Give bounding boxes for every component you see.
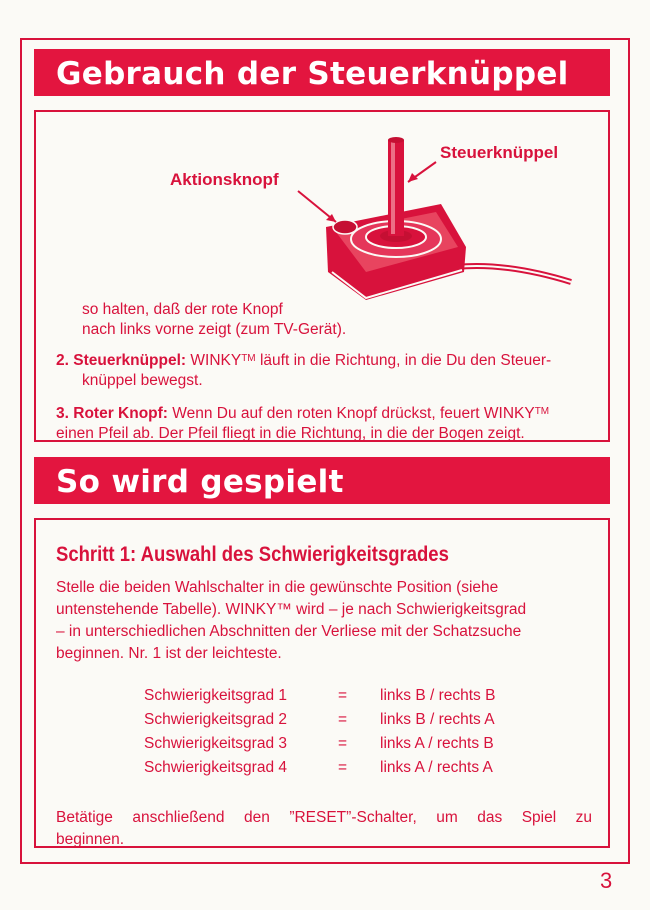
level-setting: links A / rechts A xyxy=(380,759,493,776)
list-item-continuation: einen Pfeil ab. Der Pfeil fliegt in die Richtung, in die der Bogen zeigt. xyxy=(56,425,525,442)
table-row xyxy=(144,756,495,780)
level-equals: = xyxy=(338,687,348,704)
section-title: So wird gespielt xyxy=(56,464,344,500)
table-row xyxy=(144,708,495,732)
level-name: Schwierigkeitsgrad 2 xyxy=(144,711,288,728)
item-text-b: läuft in die Richtung, in die Du den Steuer- xyxy=(255,352,552,369)
joystick-stick xyxy=(388,140,404,236)
action-button xyxy=(333,220,357,234)
step-paragraph-line: Stelle die beiden Wahlschalter in die gewünschte Position (siehe xyxy=(56,579,499,596)
trademark: TM xyxy=(241,353,256,364)
section-banner-gameplay xyxy=(34,457,610,504)
table-row xyxy=(144,732,495,756)
item-lead: Steuerknüppel: xyxy=(73,352,187,369)
level-name: Schwierigkeitsgrad 3 xyxy=(144,735,288,752)
step-paragraph-line: – in unterschiedlichen Abschnitten der Verliese mit der Schatzsuche xyxy=(56,623,522,640)
section-title: Gebrauch der Steuerknüppel xyxy=(56,56,569,92)
intro-line-2: nach links vorne zeigt (zum TV-Gerät). xyxy=(82,321,347,338)
intro-line-1: so halten, daß der rote Knopf xyxy=(82,301,283,318)
table-row xyxy=(144,684,495,708)
item-number: 3. xyxy=(56,405,69,422)
step-paragraph-line: beginnen. Nr. 1 ist der leichteste. xyxy=(56,645,282,662)
trademark: TM xyxy=(534,406,550,417)
item-lead: Roter Knopf: xyxy=(73,405,168,422)
joystick-illustration xyxy=(36,112,608,312)
item-text-a: Wenn Du auf den roten Knopf drückst, feuert WINKY xyxy=(172,405,535,422)
section-box-controllers xyxy=(34,110,610,442)
level-equals: = xyxy=(338,759,348,776)
action-button-label: Aktionsknopf xyxy=(170,170,279,189)
list-item-continuation: knüppel bewegst. xyxy=(82,372,203,389)
joystick-label: Steuerknüppel xyxy=(440,143,559,162)
level-name: Schwierigkeitsgrad 1 xyxy=(144,687,288,704)
level-setting: links B / rechts A xyxy=(380,711,495,728)
level-equals: = xyxy=(338,735,348,752)
item-text-a: WINKY xyxy=(190,352,242,369)
step-heading: Schritt 1: Auswahl des Schwierigkeitsgrades xyxy=(56,542,449,566)
level-equals: = xyxy=(338,711,348,728)
step-paragraph-line: untenstehende Tabelle). WINKY™ wird – je nach Schwierigkeitsgrad xyxy=(56,601,527,618)
section-banner-controllers xyxy=(34,49,610,96)
closing-line-1: Betätige anschließend den ”RESET”-Schalter, um das Spiel zu xyxy=(56,809,592,826)
difficulty-table xyxy=(144,684,495,780)
closing-line-2: beginnen. xyxy=(56,831,125,848)
level-setting: links A / rechts B xyxy=(380,735,494,752)
item-number: 2. xyxy=(56,352,69,369)
level-name: Schwierigkeitsgrad 4 xyxy=(144,759,288,776)
level-setting: links B / rechts B xyxy=(380,687,496,704)
page-number: 3 xyxy=(600,868,613,893)
section-box-gameplay xyxy=(34,518,610,848)
